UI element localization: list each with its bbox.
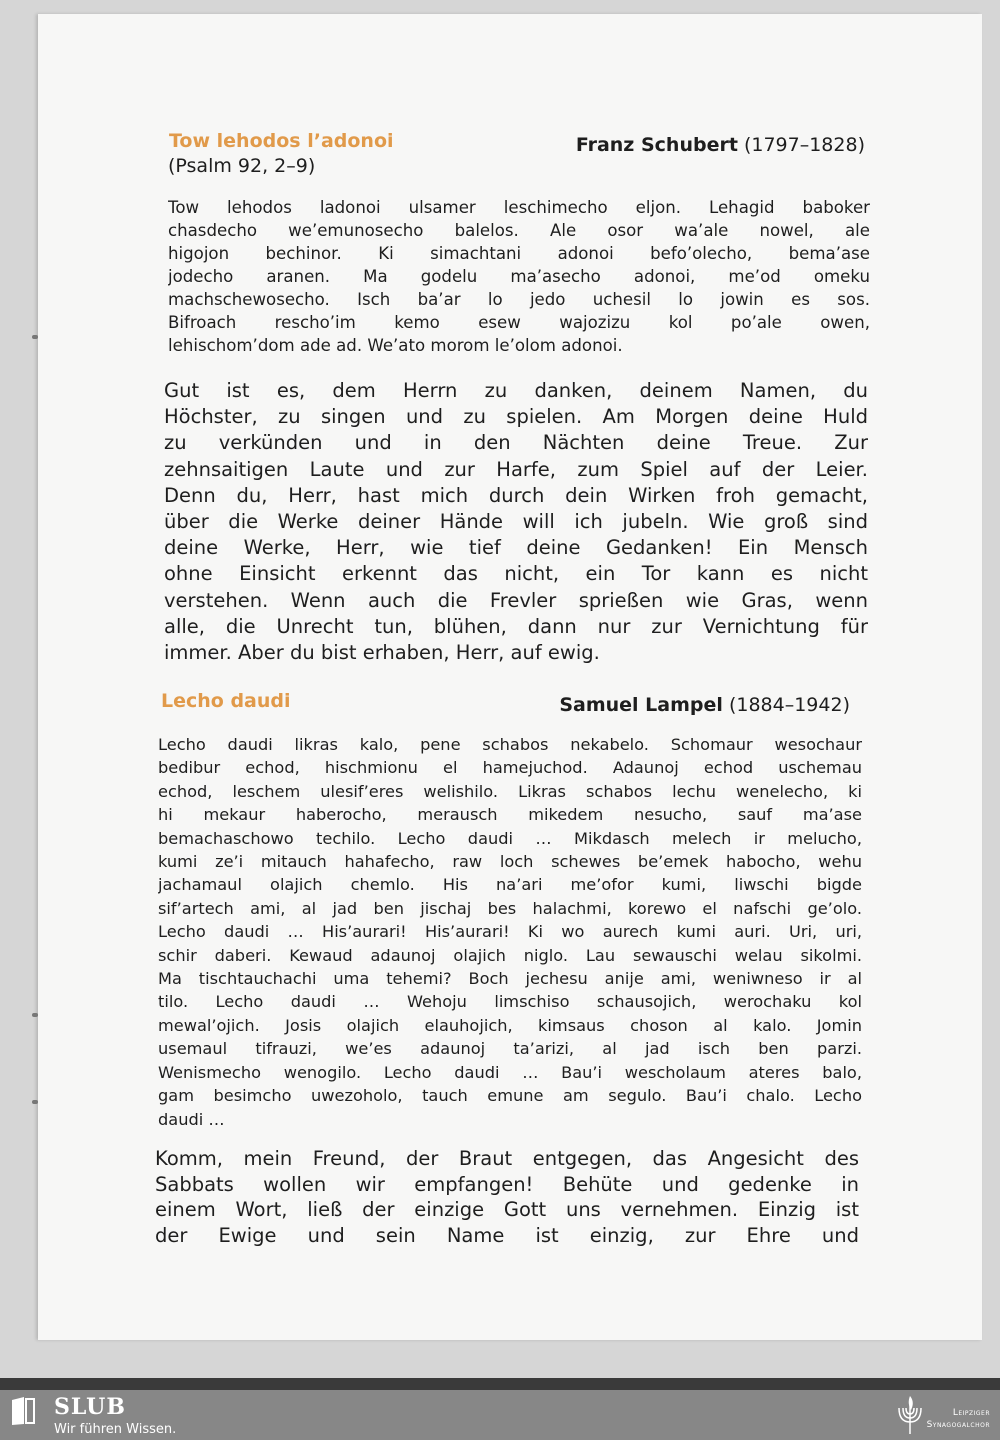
book-logo-icon <box>10 1396 36 1426</box>
text-line: bemachaschowo techilo. Lecho daudi … Mikdasch melech ir melucho, <box>158 828 862 848</box>
text-line: Wenismecho wenogilo. Lecho daudi … Bau’i wescholaum ateres balo, <box>158 1062 862 1082</box>
text-line: Komm, mein Freund, der Braut entgegen, das Angesicht des <box>155 1147 859 1170</box>
text-line: zu verkünden und in den Nächten deine Treue. Zur <box>164 431 868 455</box>
library-tagline: Wir führen Wissen. <box>54 1422 177 1437</box>
composer-line <box>559 694 850 716</box>
german-translation <box>155 1146 859 1248</box>
text-line: zehnsaitigen Laute und zur Harfe, zum Spiel auf der Leier. <box>164 457 868 481</box>
text-line: ohne Einsicht erkennt das nicht, ein Tor kann es nicht <box>164 562 868 586</box>
text-line: bedibur echod, hischmionu el hamejuchod. Adaunoj echod uschemau <box>158 758 862 778</box>
text-line: Tow lehodos ladonoi ulsamer leschimecho eljon. Lehagid baboker <box>168 198 870 217</box>
composer-name: Samuel Lampel <box>559 694 723 716</box>
text-line: lehischom’dom ade ad. We’ato morom le’olom adonoi. <box>168 336 623 355</box>
text-line: chasdecho we’emunosecho balelos. Ale osor wa’ale nowel, ale <box>168 221 870 240</box>
staple-mark <box>32 1100 38 1104</box>
partner-name-line2: Synagogalchor <box>926 1420 990 1430</box>
text-line: jodecho aranen. Ma godelu ma’asecho adonoi, me’od omeku <box>168 267 870 286</box>
text-line: schir daberi. Kewaud adaunoj olajich niglo. Lau sewauschi welau sikolmi. <box>158 945 862 965</box>
text-line: einem Wort, ließ der einzige Gott uns vernehmen. Einzig ist <box>155 1198 859 1221</box>
partner-logo <box>927 1407 990 1431</box>
text-line: gam besimcho uwezoholo, tauch emune am segulo. Bau’i chalo. Lecho <box>158 1086 862 1106</box>
composer-dates: (1797–1828) <box>743 134 865 156</box>
partner-name-line1: Leipziger <box>952 1408 990 1418</box>
section-title: Lecho daudi <box>161 690 291 712</box>
text-line: sif’artech ami, al jad ben jischaj bes halachmi, korewo el nafschi ge’olo. <box>158 898 862 918</box>
menorah-logo-icon <box>895 1394 925 1436</box>
library-logo: SLUB <box>54 1394 126 1420</box>
text-line: Lecho daudi likras kalo, pene schabos nekabelo. Schomaur wesochaur <box>158 735 862 754</box>
text-line: kumi ze’i mitauch hahafecho, raw loch schewes be’emek habocho, wehu <box>158 852 862 872</box>
text-line: jachamaul olajich chemlo. His na’ari me’ofor kumi, liwschi bigde <box>158 875 862 895</box>
footer-bar <box>0 1390 1000 1440</box>
composer-line <box>576 134 865 156</box>
text-line: über die Werke deiner Hände will ich jubeln. Wie groß sind <box>164 510 868 534</box>
text-line: machschewosecho. Isch ba’ar lo jedo uchesil lo jowin es sos. <box>168 290 870 309</box>
composer-dates: (1884–1942) <box>728 694 850 716</box>
text-line: mewal’ojich. Josis olajich elauhojich, kimsaus choson al kalo. Jomin <box>158 1015 862 1035</box>
scan-edge <box>0 1378 1000 1390</box>
hebrew-transliteration <box>168 196 870 357</box>
text-line: usemaul tifrauzi, we’es adaunoj ta’arizi, al jad isch ben parzi. <box>158 1039 862 1059</box>
text-line: verstehen. Wenn auch die Frevler sprießen wie Gras, wenn <box>164 588 868 612</box>
text-line: Gut ist es, dem Herrn zu danken, deinem Namen, du <box>164 379 868 402</box>
text-line: echod, leschem ulesif’eres welishilo. Likras schabos lechu wenelecho, ki <box>158 781 862 801</box>
section-subtitle: (Psalm 92, 2–9) <box>168 155 316 177</box>
text-line: immer. Aber du bist erhaben, Herr, auf ewig. <box>164 641 600 665</box>
text-line: Höchster, zu singen und zu spielen. Am Morgen deine Huld <box>164 405 868 429</box>
text-line: der Ewige und sein Name ist einzig, zur Ehre und <box>155 1223 859 1247</box>
text-line: Sabbats wollen wir empfangen! Behüte und gedenke in <box>155 1172 859 1196</box>
text-line: tilo. Lecho daudi … Wehoju limschiso schausojich, werochaku kol <box>158 992 862 1012</box>
text-line: Denn du, Herr, hast mich durch dein Wirken froh gemacht, <box>164 483 868 507</box>
text-line: higojon bechinor. Ki simachtani adonoi befo’olecho, bema’ase <box>168 244 870 263</box>
text-line: Lecho daudi … His’aurari! His’aurari! Ki wo aurech kumi auri. Uri, uri, <box>158 922 862 942</box>
text-line: deine Werke, Herr, wie tief deine Gedanken! Ein Mensch <box>164 536 868 560</box>
text-line: hi mekaur haberocho, merausch mikedem nesucho, sauf ma’ase <box>158 805 862 825</box>
text-line: alle, die Unrecht tun, blühen, dann nur zur Vernichtung für <box>164 614 868 638</box>
text-line: Ma tischtauchachi uma tehemi? Boch jechesu anije ami, weniwneso ir al <box>158 969 862 989</box>
text-line: daudi … <box>158 1109 225 1129</box>
german-translation <box>164 378 868 666</box>
hebrew-transliteration <box>158 733 862 1131</box>
section-title: Tow lehodos l’adonoi <box>169 130 394 152</box>
staple-mark <box>32 335 38 339</box>
staple-mark <box>32 1013 38 1017</box>
text-line: Bifroach rescho’im kemo esew wajozizu kol po’ale owen, <box>168 313 870 332</box>
composer-name: Franz Schubert <box>575 134 738 156</box>
